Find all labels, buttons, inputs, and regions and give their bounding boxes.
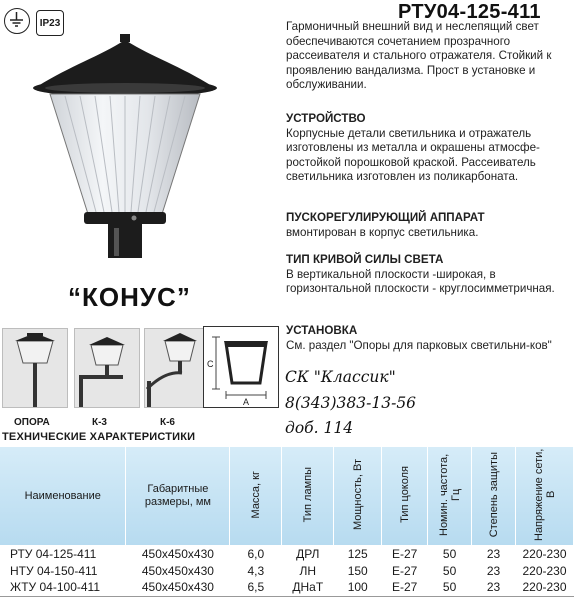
section-text: В вертикальной плоскости -широкая, в горизонтальной плоскости - круглосимметричная. — [286, 267, 555, 296]
model-title: РТУ04-125-411 — [398, 1, 541, 23]
table-cell: 6,0 — [247, 546, 265, 561]
section-text: См. раздел "Опоры для парковых светильни-ков" — [286, 338, 552, 352]
table-cell: ДНаТ — [282, 579, 334, 596]
phone-extension: доб. 114 — [285, 419, 354, 437]
section-construction — [286, 112, 574, 185]
table-row — [0, 562, 574, 579]
col-header-protection: Степень защиты — [472, 447, 516, 545]
table-cell: 450х450х430 — [141, 546, 214, 561]
company-name: СК "Классик" — [285, 368, 396, 386]
col-header-frequency: Номин. частота, Гц — [428, 447, 472, 545]
variant-label-k3: К-3 — [92, 417, 107, 428]
col-header-base-type: Тип цоколя — [382, 447, 428, 545]
table-cell: 125 — [347, 546, 368, 561]
table-cell: 150 — [347, 563, 368, 578]
table-cell: ЛН — [299, 563, 317, 578]
table-cell: 50 — [442, 546, 457, 561]
section-title: УСТАНОВКА — [286, 324, 358, 337]
table-cell: 50 — [442, 563, 457, 578]
specs-table — [0, 447, 574, 597]
dimension-scheme — [203, 326, 279, 408]
section-installation — [286, 324, 566, 353]
table-cell: Е-27 — [391, 563, 418, 578]
variant-label-pole: ОПОРА — [14, 417, 50, 428]
table-cell: 220-230 — [522, 563, 567, 578]
table-cell: 4,3 — [247, 563, 265, 578]
variant-image-k6 — [144, 328, 210, 408]
section-text: вмонтирован в корпус светильника. — [286, 225, 479, 239]
col-header-power: Мощность, Вт — [334, 447, 382, 545]
table-cell: 100 — [334, 579, 382, 596]
section-text: Корпусные детали светильника и отражатель изготовлены из металла и окрашены атмосфе-ростойкой порошковой краской. Рассеиватель светильника изготовлен из поликарбоната. — [286, 126, 540, 184]
col-header-lamp-type: Тип лампы — [282, 447, 334, 545]
section-title: УСТРОЙСТВО — [286, 112, 366, 125]
ip-rating-badge: IP23 — [36, 10, 64, 36]
table-cell: 23 — [486, 546, 501, 561]
table-cell: НТУ 04-150-411 — [10, 563, 98, 578]
table-cell: 23 — [486, 563, 501, 578]
dimension-label-a: A — [243, 397, 250, 406]
table-row — [0, 545, 574, 562]
table-cell: РТУ 04-125-411 — [10, 546, 97, 561]
table-row — [0, 579, 574, 596]
col-header-name: Наименование — [0, 447, 126, 545]
lamp-illustration — [30, 34, 220, 274]
table-cell: 450х450х430 — [141, 563, 214, 578]
section-ballast — [286, 211, 574, 240]
ground-symbol-icon — [4, 8, 30, 34]
table-cell: 23 — [472, 579, 516, 596]
dimension-label-c: C — [207, 359, 214, 369]
table-cell: 450х450х430 — [126, 579, 230, 596]
variant-image-pole — [2, 328, 68, 408]
col-header-voltage: Напряжение сети, В — [516, 447, 574, 545]
section-light-curve — [286, 253, 574, 297]
section-title: ПУСКОРЕГУЛИРУЮЩИЙ АППАРАТ — [286, 211, 485, 224]
table-cell: 220-230 — [522, 546, 567, 561]
table-header-row — [0, 447, 574, 545]
tech-specs-title: ТЕХНИЧЕСКИЕ ХАРАКТЕРИСТИКИ — [2, 431, 196, 443]
table-cell: ЖТУ 04-100-411 — [0, 579, 126, 596]
intro-text: Гармоничный внешний вид и неслепящий свет обеспечиваются сочетанием прозрачного рассеивателя и стального отражателя. Стойкий к проявлению вандализма. Прост в установке и обслуживании. — [286, 20, 552, 92]
table-cell: 220-230 — [516, 579, 574, 596]
product-name: “КОНУС” — [68, 282, 191, 312]
table-cell: 50 — [428, 579, 472, 596]
variant-label-k6: К-6 — [160, 417, 175, 428]
phone-number: 8(343)383-13-56 — [285, 394, 417, 412]
variant-image-k3 — [74, 328, 140, 408]
table-cell: Е-27 — [382, 579, 428, 596]
table-cell: Е-27 — [391, 546, 418, 561]
col-header-dimensions: Габаритные размеры, мм — [126, 447, 230, 545]
table-cell: 6,5 — [230, 579, 282, 596]
section-title: ТИП КРИВОЙ СИЛЫ СВЕТА — [286, 253, 444, 266]
col-header-mass: Масса, кг — [230, 447, 282, 545]
table-cell: ДРЛ — [296, 546, 320, 561]
